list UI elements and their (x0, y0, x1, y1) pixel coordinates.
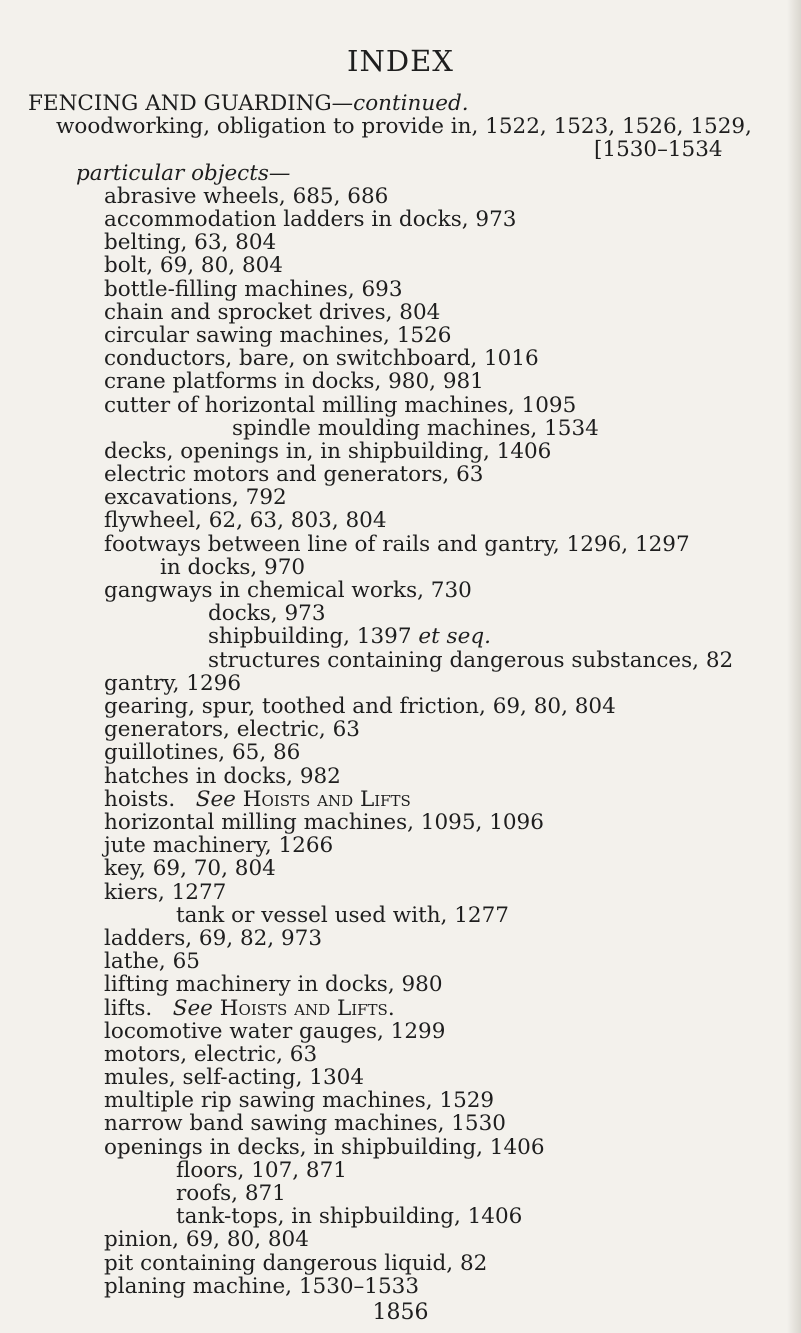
index-entry: gangways in chemical works, 730 (104, 578, 472, 604)
entry-text: lifts. (104, 995, 153, 1021)
index-subentry: tank or vessel used with, 1277 (176, 902, 509, 928)
index-subentry: tank-tops, in shipbuilding, 1406 (176, 1204, 523, 1230)
cross-reference: Hoists and Lifts (242, 786, 411, 812)
index-entry: gantry, 1296 (104, 670, 242, 696)
index-subentry: floors, 107, 871 (176, 1157, 347, 1183)
index-entry: pinion, 69, 80, 804 (104, 1227, 309, 1253)
index-entry: openings in decks, in shipbuilding, 1406 (104, 1134, 545, 1160)
index-entry: pit containing dangerous liquid, 82 (104, 1250, 488, 1276)
index-subentry: docks, 973 (208, 601, 326, 627)
index-entry: hatches in docks, 982 (104, 763, 341, 789)
continued-label: —continued. (331, 91, 469, 116)
entry-text: shipbuilding, 1397 (208, 624, 412, 650)
index-entry (104, 788, 411, 811)
index-entry: accommodation ladders in docks, 973 (104, 206, 517, 232)
index-entry: chain and sprocket drives, 804 (104, 299, 441, 325)
index-entry: conductors, bare, on switchboard, 1016 (104, 346, 539, 372)
index-subentry: roofs, 871 (176, 1181, 286, 1207)
index-entry: circular sawing machines, 1526 (104, 322, 452, 348)
see-reference: See (172, 995, 213, 1021)
index-entry: gearing, spur, toothed and friction, 69, 80, 804 (104, 694, 616, 719)
index-entry: planing machine, 1530–1533 (104, 1273, 420, 1299)
index-entry: kiers, 1277 (104, 879, 227, 905)
index-entry: motors, electric, 63 (104, 1041, 318, 1067)
index-entry: generators, electric, 63 (104, 717, 360, 743)
index-entry: belting, 63, 804 (104, 230, 277, 256)
entry-woodworking: woodworking, obligation to provide in, 1522, 1523, 1526, 1529, (56, 114, 752, 140)
index-entry: bottle-filling machines, 693 (104, 276, 403, 302)
index-entry: bolt, 69, 80, 804 (104, 253, 283, 279)
index-entry: lifting machinery in docks, 980 (104, 972, 443, 998)
index-entry: jute machinery, 1266 (104, 833, 334, 859)
index-entry: abrasive wheels, 685, 686 (104, 183, 389, 209)
see-reference: See (195, 786, 236, 812)
page-title: INDEX (347, 44, 454, 78)
cross-reference: Hoists and Lifts. (219, 995, 395, 1021)
index-entry: excavations, 792 (104, 485, 287, 511)
page-edge-shadow (787, 0, 801, 1333)
index-subentry (208, 625, 491, 648)
index-entry: cutter of horizontal milling machines, 1095 (104, 392, 577, 418)
index-entry: footways between line of rails and gantry, 1296, 1297 (104, 531, 690, 557)
section-heading (28, 92, 469, 115)
index-entry: flywheel, 62, 63, 803, 804 (104, 508, 387, 534)
index-entry: locomotive water gauges, 1299 (104, 1018, 446, 1044)
index-entry: horizontal milling machines, 1095, 1096 (104, 809, 544, 835)
entry-woodworking-carry: [1530–1534 (594, 137, 723, 163)
index-subentry: spindle moulding machines, 1534 (232, 415, 599, 441)
index-entry: mules, self-acting, 1304 (104, 1065, 364, 1091)
index-entry: crane platforms in docks, 980, 981 (104, 369, 484, 395)
index-entry: ladders, 69, 82, 973 (104, 925, 323, 951)
et-seq-text: et seq. (418, 624, 491, 650)
entry-text: hoists. (104, 786, 176, 812)
index-entry: lathe, 65 (104, 949, 200, 975)
page-number: 1856 (372, 1300, 429, 1325)
index-entry: multiple rip sawing machines, 1529 (104, 1088, 495, 1114)
index-entry: decks, openings in, in shipbuilding, 1406 (104, 438, 552, 464)
subheading-particular-objects: particular objects— (76, 160, 291, 186)
index-entry: guillotines, 65, 86 (104, 740, 301, 766)
index-subentry: in docks, 970 (160, 554, 306, 580)
index-entry: electric motors and generators, 63 (104, 462, 484, 488)
section-heading-text: FENCING AND GUARDING (28, 91, 332, 116)
index-entry: narrow band sawing machines, 1530 (104, 1111, 506, 1137)
index-subentry: structures containing dangerous substances, 82 (208, 647, 734, 673)
index-entry: key, 69, 70, 804 (104, 856, 276, 882)
index-entry (104, 997, 395, 1020)
